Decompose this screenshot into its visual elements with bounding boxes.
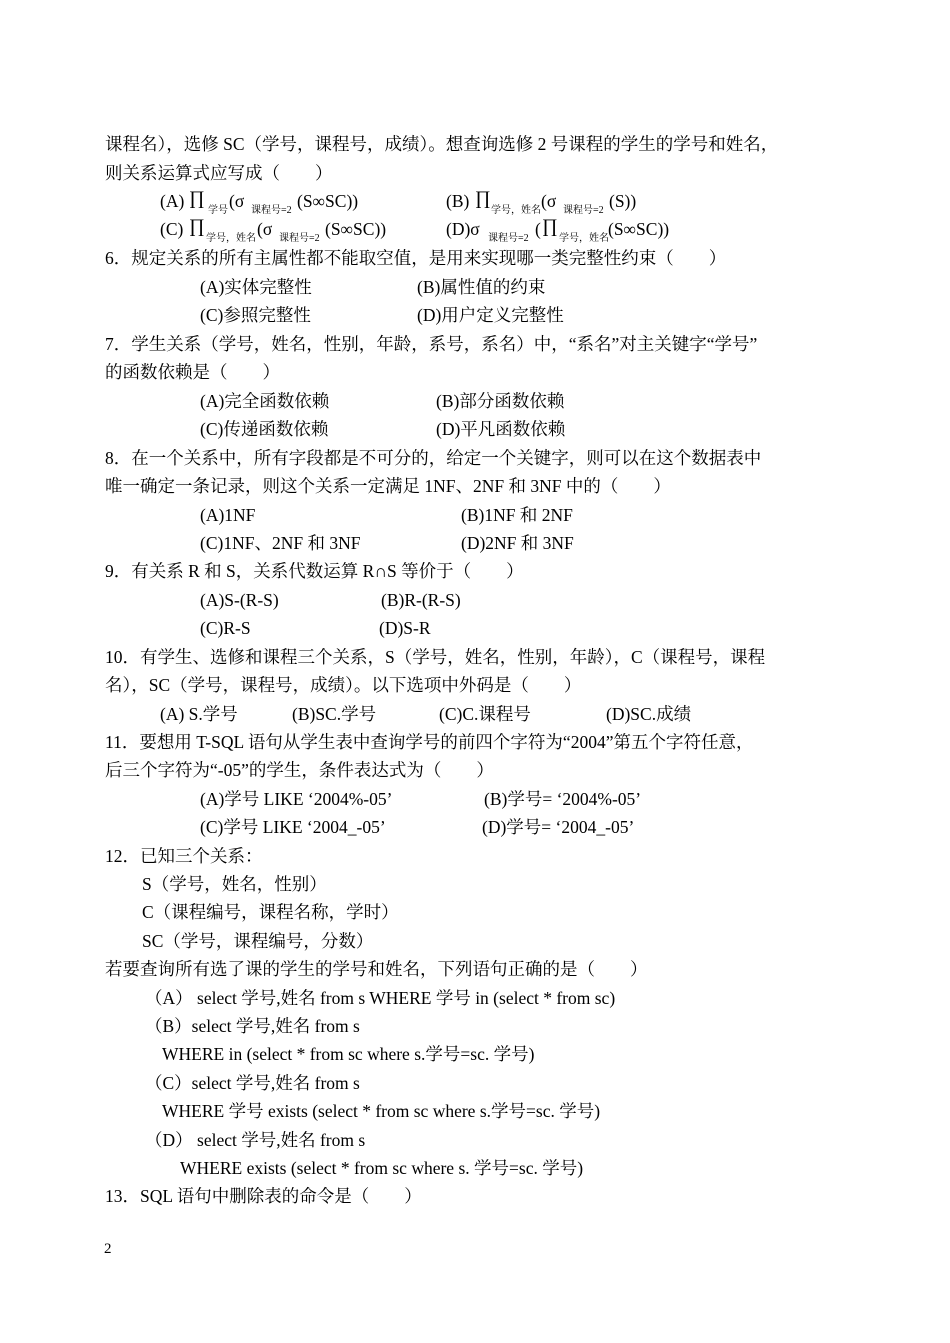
q8-option-c: (C)1NF、2NF 和 3NF: [200, 533, 361, 553]
q8-option-d: (D)2NF 和 3NF: [461, 533, 574, 553]
paren: (: [535, 219, 541, 239]
q12-relation-sc: SC（学号，课程编号，分数）: [142, 931, 374, 951]
q6-option-b: (B)属性值的约束: [417, 277, 546, 297]
q12-option-c-line-1: （C）select 学号,姓名 from s: [145, 1073, 360, 1093]
sigma-symbol: (σ: [541, 191, 557, 211]
q7-line-2: 的函数依赖是（ ）: [105, 362, 280, 382]
q7-option-b: (B)部分函数依赖: [436, 391, 565, 411]
q8-line-2: 唯一确定一条记录，则这个关系一定满足 1NF、2NF 和 3NF 中的（ ）: [105, 476, 671, 496]
q6-option-c: (C)参照完整性: [200, 305, 311, 325]
pi-symbol: ∏: [542, 216, 558, 237]
option-label: (D)σ: [446, 219, 480, 239]
pi-subscript: 学号，姓名: [206, 233, 256, 244]
sigma-subscript: 课程号=2: [279, 233, 320, 244]
q10-option-a: (A) S.学号: [160, 704, 238, 724]
q12-stem: 12．已知三个关系：: [105, 846, 263, 866]
q11-option-d: (D)学号= ‘2004_-05’: [482, 817, 635, 837]
q7-option-a: (A)完全函数依赖: [200, 391, 330, 411]
q6-stem: 6．规定关系的所有主属性都不能取空值，是用来实现哪一类完整性约束（ ）: [105, 248, 727, 268]
q11-option-c: (C)学号 LIKE ‘2004_-05’: [200, 817, 386, 837]
q11-line-1: 11．要想用 T-SQL 语句从学生表中查询学号的前四个字符为“2004”第五个字符任意，: [105, 732, 754, 752]
sigma-symbol: (σ: [257, 219, 273, 239]
q11-option-a: (A)学号 LIKE ‘2004%-05’: [200, 789, 393, 809]
sigma-subscript: 课程号=2: [251, 205, 292, 216]
q11-line-2: 后三个字符为“-05”的学生，条件表达式为（ ）: [105, 760, 494, 780]
q10-option-c: (C)C.课程号: [439, 704, 531, 724]
pi-symbol: ∏: [475, 188, 491, 209]
q10-option-b: (B)SC.学号: [292, 704, 377, 724]
pi-subscript: 学号，姓名: [559, 233, 609, 244]
sigma-subscript: 课程号=2: [488, 233, 529, 244]
q12-option-d-line-1: （D） select 学号,姓名 from s: [145, 1130, 366, 1150]
q8-option-a: (A)1NF: [200, 505, 256, 525]
option-label: (A): [160, 191, 185, 211]
page-number: 2: [104, 1241, 112, 1257]
q10-line-2: 名），SC（学号，课程号，成绩）。以下选项中外码是（ ）: [105, 675, 582, 695]
q7-option-d: (D)平凡函数依赖: [436, 419, 566, 439]
q5-line-1: 课程名），选修 SC（学号，课程号，成绩）。想查询选修 2 号课程的学生的学号和姓名，: [105, 134, 779, 154]
q12-option-b-line-2: WHERE in (select * from sc where s.学号=sc. 学号): [162, 1044, 535, 1064]
q12-option-b-line-1: （B）select 学号,姓名 from s: [145, 1016, 360, 1036]
q13-stem: 13．SQL 语句中删除表的命令是（ ）: [105, 1186, 422, 1206]
q9-option-b: (B)R-(R-S): [381, 590, 461, 610]
pi-symbol: ∏: [189, 188, 205, 209]
pi-subscript: 学号，姓名: [491, 205, 541, 216]
expression: (S)): [609, 191, 637, 211]
q10-line-1: 10．有学生、选修和课程三个关系，S（学号，姓名，性别，年龄），C（课程号，课程: [105, 647, 766, 667]
q12-relation-s: S（学号，姓名，性别）: [142, 874, 327, 894]
expression: (S∞SC)): [325, 219, 387, 239]
q8-option-b: (B)1NF 和 2NF: [461, 505, 573, 525]
q8-line-1: 8．在一个关系中，所有字段都是不可分的，给定一个关键字，则可以在这个数据表中: [105, 448, 762, 468]
sigma-symbol: (σ: [229, 191, 245, 211]
expression: (S∞SC)): [608, 219, 670, 239]
option-label: (C): [160, 219, 184, 239]
q5-line-2: 则关系运算式应写成（ ）: [105, 163, 333, 183]
q12-option-c-line-2: WHERE 学号 exists (select * from sc where s.学号=sc. 学号): [162, 1101, 601, 1121]
q9-option-c: (C)R-S: [200, 618, 251, 638]
q9-option-a: (A)S-(R-S): [200, 590, 279, 610]
q9-stem: 9．有关系 R 和 S，关系代数运算 R∩S 等价于（ ）: [105, 561, 524, 581]
q9-option-d: (D)S-R: [379, 618, 431, 638]
q12-question: 若要查询所有选了课的学生的学号和姓名，下列语句正确的是（ ）: [105, 959, 648, 979]
expression: (S∞SC)): [297, 191, 359, 211]
q7-option-c: (C)传递函数依赖: [200, 419, 329, 439]
q11-option-b: (B)学号= ‘2004%-05’: [484, 789, 642, 809]
pi-subscript: 学号: [208, 205, 228, 216]
q6-option-a: (A)实体完整性: [200, 277, 312, 297]
pi-symbol: ∏: [189, 216, 205, 237]
sigma-subscript: 课程号=2: [563, 205, 604, 216]
q12-relation-c: C（课程编号，课程名称，学时）: [142, 902, 399, 922]
option-label: (B): [446, 191, 470, 211]
q10-option-d: (D)SC.成绩: [606, 704, 692, 724]
q12-option-a: （A） select 学号,姓名 from s WHERE 学号 in (select * from sc): [145, 988, 616, 1008]
q6-option-d: (D)用户定义完整性: [417, 305, 564, 325]
q12-option-d-line-2: WHERE exists (select * from sc where s. 学号=sc. 学号): [180, 1158, 584, 1178]
q7-line-1: 7．学生关系（学号，姓名，性别，年龄，系号，系名）中，“系名”对主关键字“学号”: [105, 334, 758, 354]
